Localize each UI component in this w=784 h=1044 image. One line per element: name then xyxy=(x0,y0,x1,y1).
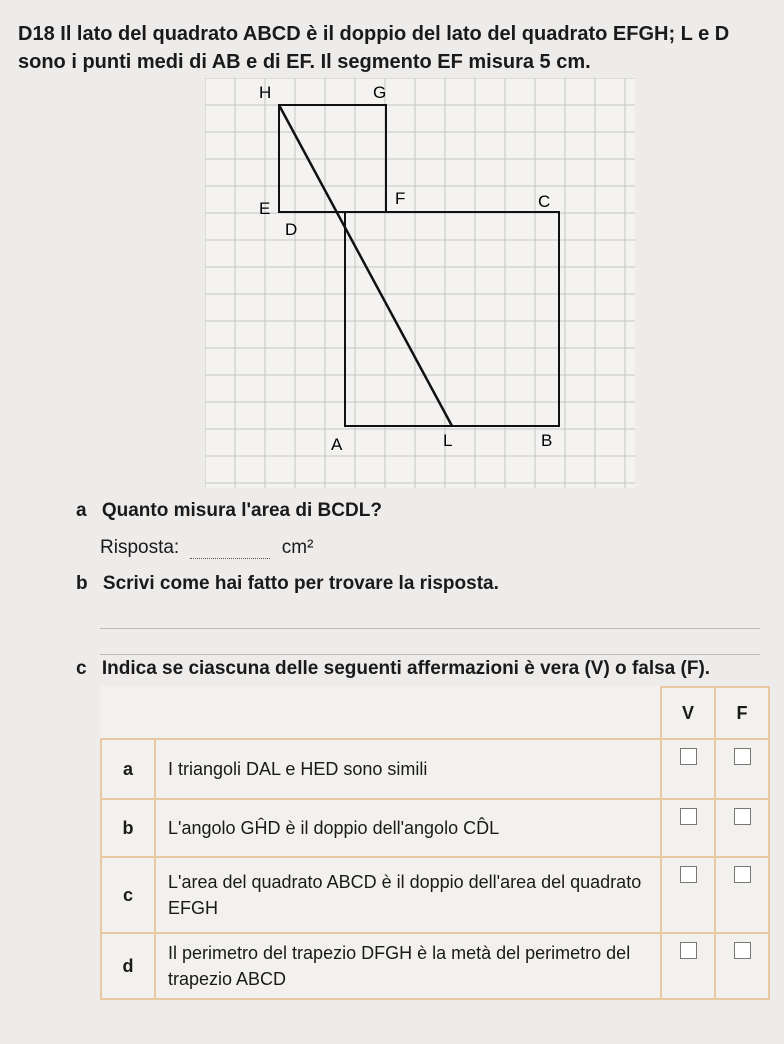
row-text: Il perimetro del trapezio DFGH è la metà del perimetro del trapezio ABCD xyxy=(155,933,661,999)
row-letter: a xyxy=(101,739,155,799)
part-c-text: Indica se ciascuna delle seguenti affermazioni è vera (V) o falsa (F). xyxy=(101,658,711,679)
row-letter: c xyxy=(101,857,155,933)
checkbox-true[interactable] xyxy=(680,748,697,765)
write-line-2[interactable] xyxy=(100,654,760,655)
write-line-1[interactable] xyxy=(100,628,760,629)
table-row xyxy=(101,933,769,999)
part-c-letter: c xyxy=(76,658,87,679)
checkbox-false[interactable] xyxy=(734,942,751,959)
geometry-figure xyxy=(205,78,635,488)
part-a-question xyxy=(76,500,382,522)
part-b-letter: b xyxy=(76,573,88,594)
table-row xyxy=(101,739,769,799)
checkbox-false[interactable] xyxy=(734,748,751,765)
col-false-header: F xyxy=(715,687,769,739)
label-h: H xyxy=(259,83,272,102)
label-e: E xyxy=(259,199,271,218)
label-b: B xyxy=(541,431,553,450)
part-b-question xyxy=(76,573,499,595)
checkbox-false[interactable] xyxy=(734,808,751,825)
true-false-table xyxy=(100,686,770,1000)
label-g: G xyxy=(373,83,387,102)
checkbox-true[interactable] xyxy=(680,808,697,825)
col-true-header: V xyxy=(661,687,715,739)
label-c: C xyxy=(538,192,551,211)
label-d: D xyxy=(285,220,298,239)
row-letter: b xyxy=(101,799,155,857)
answer-unit: cm² xyxy=(281,537,314,558)
part-a-answer xyxy=(100,537,313,559)
problem-number: D18 xyxy=(18,23,55,45)
answer-blank[interactable] xyxy=(190,540,270,559)
row-text: L'area del quadrato ABCD è il doppio dell'area del quadrato EFGH xyxy=(155,857,661,933)
problem-text: Il lato del quadrato ABCD è il doppio del lato del quadrato EFGH; L e D sono i punti medi di AB e di EF. Il segmento EF misura 5 cm. xyxy=(18,23,730,73)
part-c-question xyxy=(76,658,710,680)
label-f: F xyxy=(395,189,406,208)
row-text: L'angolo GĤD è il doppio dell'angolo CD̂L xyxy=(155,799,661,857)
checkbox-true[interactable] xyxy=(680,942,697,959)
checkbox-false[interactable] xyxy=(734,866,751,883)
table-row xyxy=(101,857,769,933)
part-a-letter: a xyxy=(76,500,87,521)
table-row xyxy=(101,799,769,857)
part-b-text: Scrivi come hai fatto per trovare la risposta. xyxy=(102,573,499,594)
row-text: I triangoli DAL e HED sono simili xyxy=(155,739,661,799)
part-a-text: Quanto misura l'area di BCDL? xyxy=(101,500,382,521)
problem-statement xyxy=(18,20,768,76)
label-l: L xyxy=(443,431,453,450)
checkbox-true[interactable] xyxy=(680,866,697,883)
answer-label: Risposta: xyxy=(100,537,180,558)
label-a: A xyxy=(331,435,343,454)
row-letter: d xyxy=(101,933,155,999)
